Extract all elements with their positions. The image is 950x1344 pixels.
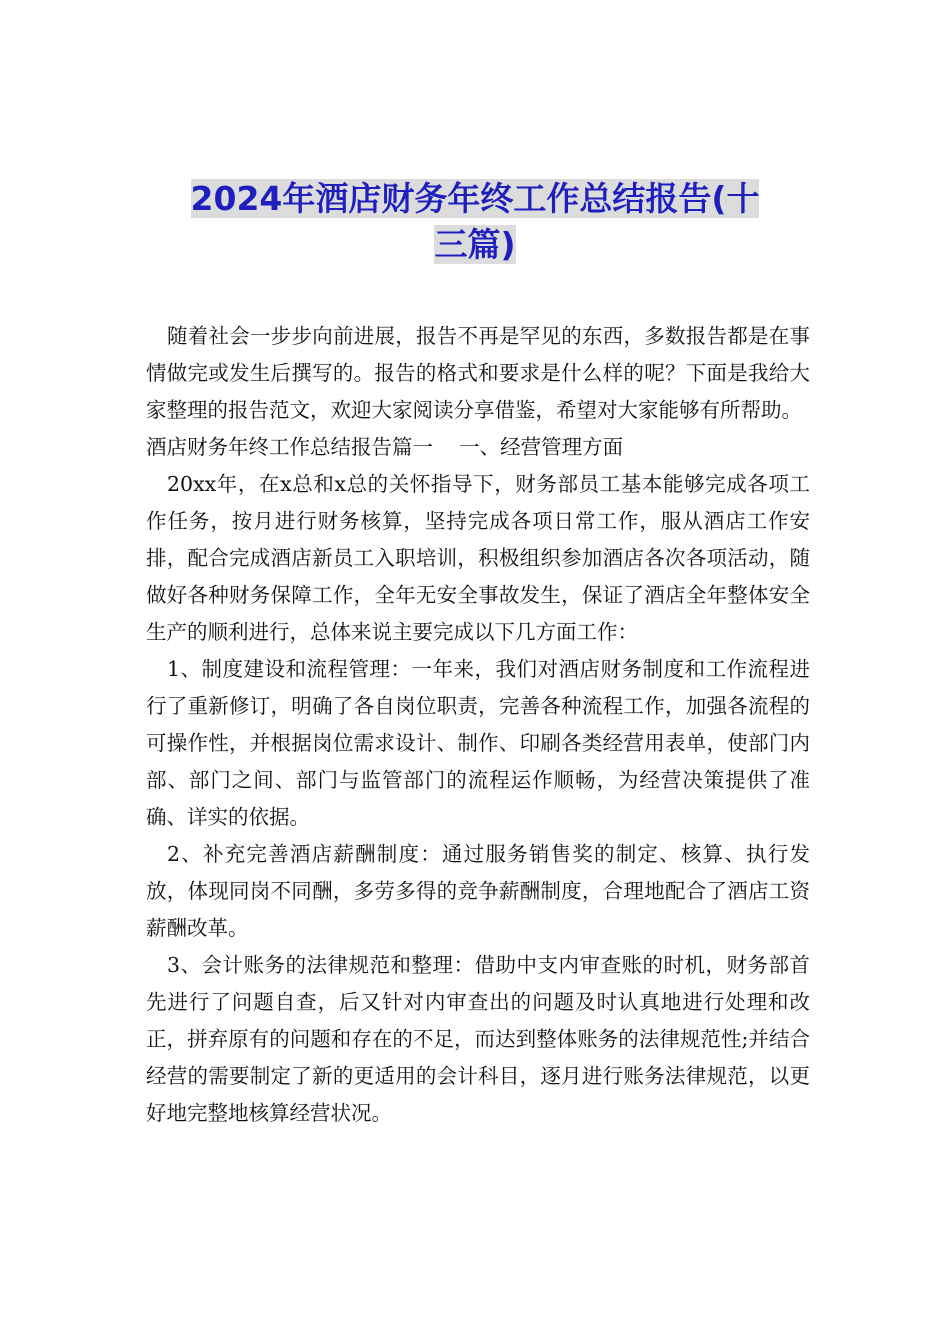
list-item-2: 2、补充完善酒店薪酬制度：通过服务销售奖的制定、核算、执行发放，体现同岗不同酬，多劳多得的竞争薪酬制度，合理地配合了酒店工资薪酬改革。 [146, 842, 810, 940]
document-body [146, 318, 810, 1132]
document-title [140, 176, 810, 268]
title-line-1: 2024年酒店财务年终工作总结报告(十 [190, 179, 760, 218]
paragraph-operations: 20xx年，在x总和x总的关怀指导下，财务部员工基本能够完成各项工作任务，按月进行财务核算，坚持完成各项日常工作，服从酒店工作安排，配合完成酒店新员工入职培训，积极组织参加酒店各次各项活动，随做好各种财务保障工作，全年无安全事故发生，保证了酒店全年整体安全生产的顺利进行，总体来说主要完成以下几方面工作： [146, 472, 810, 644]
title-line-2: 三篇) [434, 225, 516, 264]
list-item-3: 3、会计账务的法律规范和整理：借助中支内审查账的时机，财务部首先进行了问题自查，后又针对内审查出的问题及时认真地进行处理和改正，拼弃原有的问题和存在的不足，而达到整体账务的法律规范性;并结合经营的需要制定了新的更适用的会计科目，逐月进行账务法律规范，以更好地完整地核算经营状况。 [146, 953, 810, 1125]
section-heading: 酒店财务年终工作总结报告篇一 一、经营管理方面 [146, 435, 624, 459]
list-item-1: 1、制度建设和流程管理：一年来，我们对酒店财务制度和工作流程进行了重新修订，明确了各自岗位职责，完善各种流程工作，加强各流程的可操作性，并根据岗位需求设计、制作、印刷各类经营用表单，使部门内部、部门之间、部门与监管部门的流程运作顺畅，为经营决策提供了准确、详实的依据。 [146, 657, 810, 829]
intro-paragraph: 随着社会一步步向前进展，报告不再是罕见的东西，多数报告都是在事情做完或发生后撰写的。报告的格式和要求是什么样的呢？下面是我给大家整理的报告范文，欢迎大家阅读分享借鉴，希望对大家能够有所帮助。 [146, 324, 810, 422]
